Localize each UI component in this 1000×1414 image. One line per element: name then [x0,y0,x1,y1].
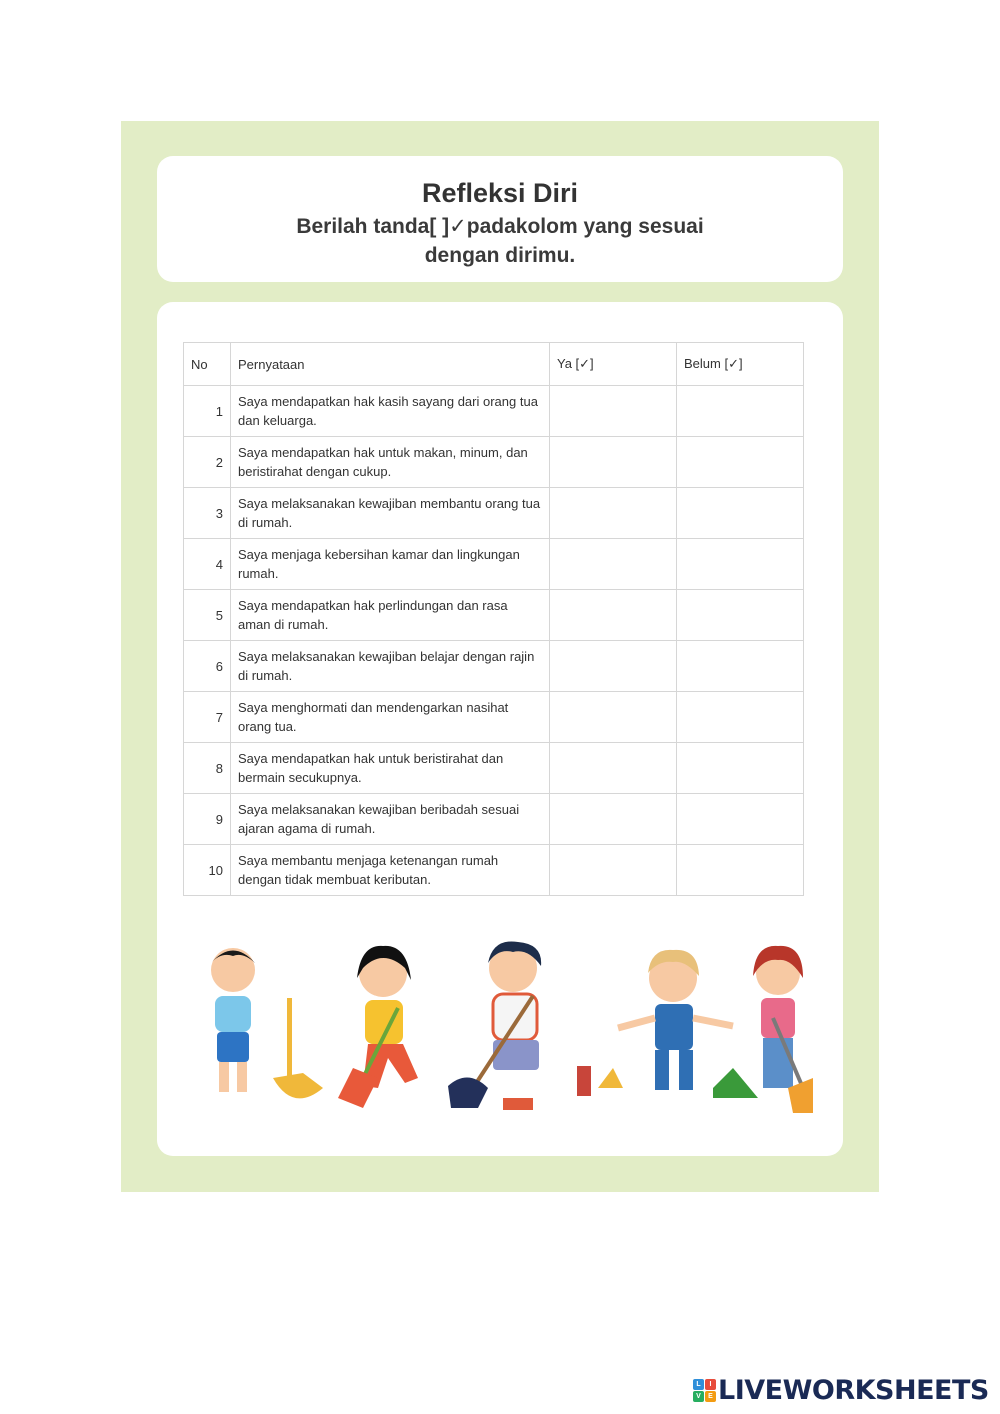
not-yet-cell[interactable] [677,845,804,896]
statement-cell: Saya melaksanakan kewajiban belajar dengan rajin di rumah. [231,641,550,692]
yes-cell[interactable] [550,386,677,437]
not-yet-cell[interactable] [677,590,804,641]
table-row [184,641,804,692]
row-number: 2 [184,437,231,488]
statement-cell: Saya menghormati dan mendengarkan nasihat orang tua. [231,692,550,743]
liveworksheets-brand [693,1373,989,1407]
table-row [184,692,804,743]
yes-cell[interactable] [550,845,677,896]
child-waving-icon [598,950,758,1098]
child-sweeping-icon [448,941,591,1110]
statement-cell: Saya mendapatkan hak untuk makan, minum, dan beristirahat dengan cukup. [231,437,550,488]
logo-letter: L [693,1379,704,1390]
statement-cell: Saya membantu menjaga ketenangan rumah dengan tidak membuat keributan. [231,845,550,896]
table-header-row [184,343,804,386]
table-row [184,794,804,845]
child-dustpan-icon [211,948,323,1098]
not-yet-cell[interactable] [677,386,804,437]
worksheet-background [121,121,879,1192]
row-number: 5 [184,590,231,641]
not-yet-cell[interactable] [677,437,804,488]
page-title: Refleksi Diri [421,178,579,208]
not-yet-cell[interactable] [677,488,804,539]
yes-cell[interactable] [550,539,677,590]
row-number: 10 [184,845,231,896]
statement-cell: Saya melaksanakan kewajiban membantu orang tua di rumah. [231,488,550,539]
title-card [157,156,843,282]
not-yet-cell[interactable] [677,692,804,743]
table-card [157,302,843,1156]
table-row [184,539,804,590]
not-yet-cell[interactable] [677,794,804,845]
statement-cell: Saya mendapatkan hak untuk beristirahat dan bermain secukupnya. [231,743,550,794]
table-row [184,590,804,641]
table-row [184,845,804,896]
row-number: 1 [184,386,231,437]
row-number: 6 [184,641,231,692]
row-number: 8 [184,743,231,794]
reflection-table [183,342,804,896]
statement-cell: Saya melaksanakan kewajiban beribadah sesuai ajaran agama di rumah. [231,794,550,845]
yes-cell[interactable] [550,488,677,539]
table-row [184,488,804,539]
child-broom-icon [338,946,418,1108]
liveworksheets-logo-icon [693,1379,716,1402]
row-number: 3 [184,488,231,539]
row-number: 7 [184,692,231,743]
not-yet-cell[interactable] [677,641,804,692]
table-row [184,386,804,437]
logo-letter: E [705,1391,716,1402]
statement-cell: Saya mendapatkan hak perlindungan dan rasa aman di rumah. [231,590,550,641]
yes-cell[interactable] [550,794,677,845]
yes-cell[interactable] [550,692,677,743]
header-no: No [184,343,231,386]
instruction-text: Berilah tanda[ ]✓padakolom yang sesuai dengan dirimu. [296,215,704,267]
header-statement: Pernyataan [231,343,550,386]
children-cleaning-illustration [193,938,813,1123]
statement-cell: Saya menjaga kebersihan kamar dan lingkungan rumah. [231,539,550,590]
not-yet-cell[interactable] [677,539,804,590]
logo-letter: I [705,1379,716,1390]
yes-cell[interactable] [550,437,677,488]
logo-letter: V [693,1391,704,1402]
row-number: 4 [184,539,231,590]
table-row [184,437,804,488]
table-row [184,743,804,794]
yes-cell[interactable] [550,641,677,692]
row-number: 9 [184,794,231,845]
brand-name: LIVEWORKSHEETS [718,1374,989,1406]
yes-cell[interactable] [550,743,677,794]
not-yet-cell[interactable] [677,743,804,794]
yes-cell[interactable] [550,590,677,641]
child-girl-broom-icon [753,946,813,1113]
header-yes: Ya [✓] [550,343,677,386]
statement-cell: Saya mendapatkan hak kasih sayang dari orang tua dan keluarga. [231,386,550,437]
header-not-yet: Belum [✓] [677,343,804,386]
